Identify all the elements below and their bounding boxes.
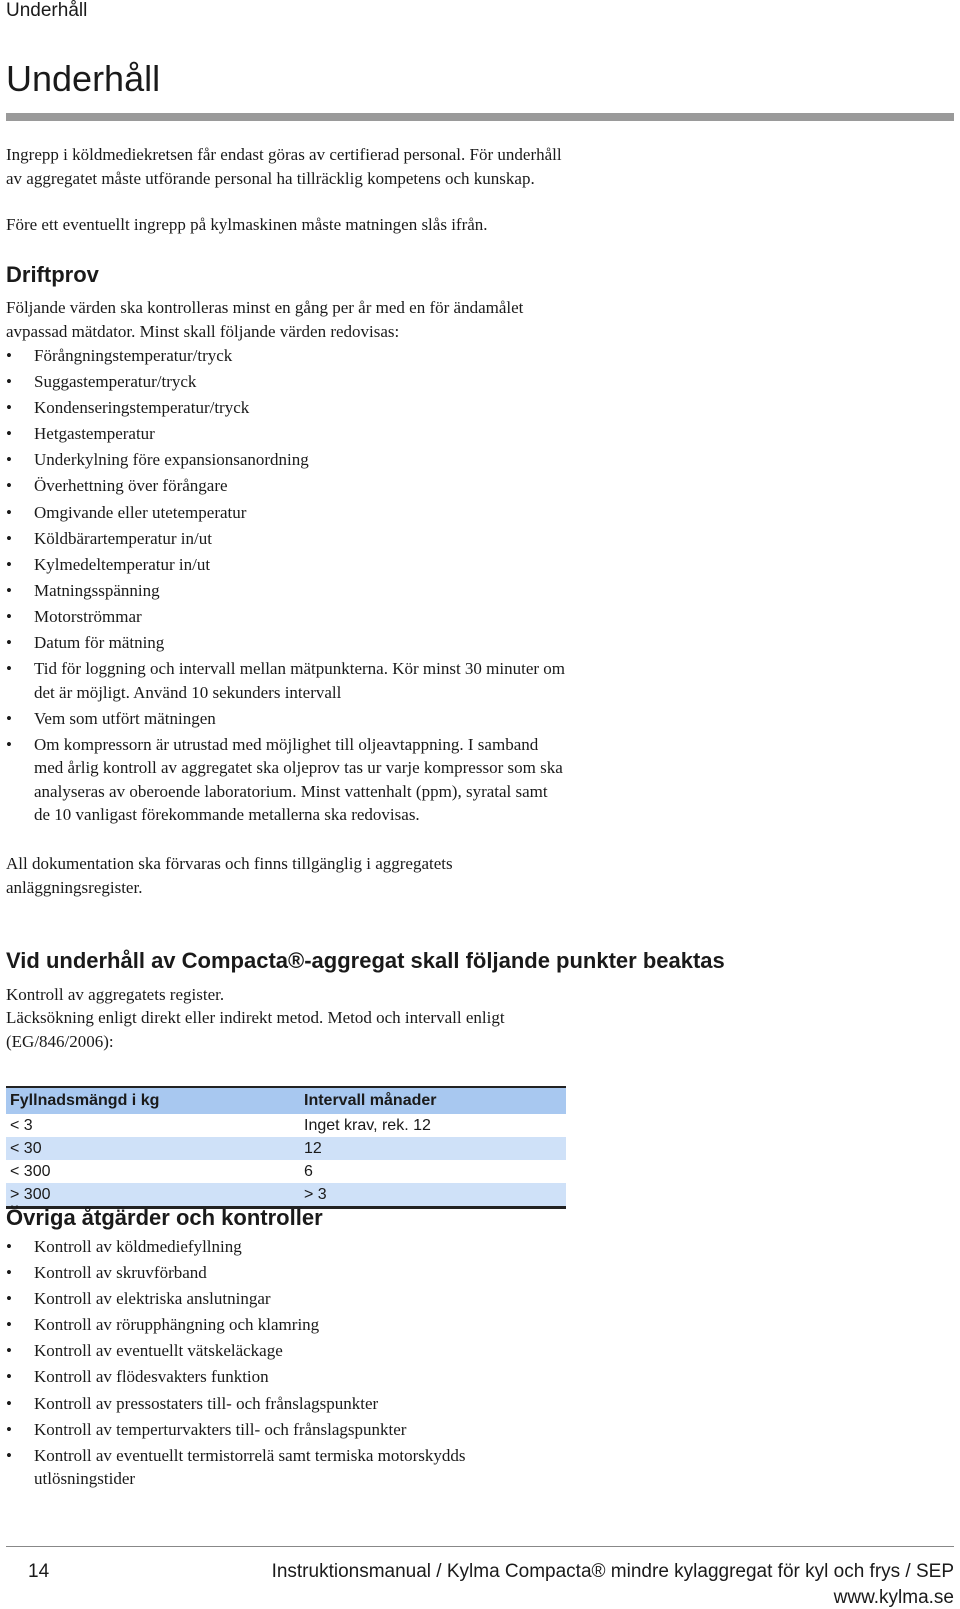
driftprov-intro: Följande värden ska kontrolleras minst en gång per år med en för ändamålet avpassad mätdator. Minst skall följande värden redovisas: — [6, 298, 524, 341]
table-cell: < 3 — [10, 1116, 33, 1134]
list-item: • Vem som utfört mätningen — [6, 707, 566, 731]
table-row — [6, 1183, 566, 1208]
table-cell: Inget krav, rek. 12 — [304, 1116, 431, 1134]
list-item: • Suggastemperatur/tryck — [6, 370, 566, 394]
list-item: • Förångningstemperatur/tryck — [6, 344, 566, 368]
section-heading-driftprov: Driftprov — [6, 262, 99, 287]
intro-paragraph-1: Ingrepp i köldmediekretsen får endast göras av certifierad personal. För underhåll av aggregatet måste utförande personal ha tillräcklig kompetens och kunskap. — [6, 145, 562, 188]
compacta-line-1: Kontroll av aggregatets register. — [6, 985, 225, 1004]
list-item: • Kondenseringstemperatur/tryck — [6, 396, 566, 420]
table-cell: < 300 — [10, 1162, 51, 1180]
table-row — [6, 1160, 566, 1183]
list-item: • Köldbärartemperatur in/ut — [6, 527, 566, 551]
table-cell: 6 — [304, 1162, 313, 1180]
list-item: • Kontroll av flödesvakters funktion — [6, 1365, 566, 1389]
intro-paragraph-2: Före ett eventuellt ingrepp på kylmaskinen måste matningen slås ifrån. — [6, 215, 488, 234]
section-heading-compacta: Vid underhåll av Compacta®-aggregat skall följande punkter beaktas — [6, 948, 725, 973]
list-item: • Hetgastemperatur — [6, 422, 566, 446]
list-item: • Tid för loggning och intervall mellan mätpunkterna. Kör minst 30 minuter om det är möjligt. Använd 10 sekunders intervall — [6, 657, 566, 704]
compacta-line-2: Läcksökning enligt direkt eller indirekt metod. Metod och intervall enligt (EG/846/2006): — [6, 1008, 505, 1051]
page-title: Underhåll — [6, 58, 161, 99]
table-cell: > 3 — [304, 1185, 327, 1203]
column-header-interval: Intervall månader — [304, 1092, 437, 1109]
table-cell: > 300 — [10, 1185, 51, 1203]
list-item: • Kontroll av eventuellt vätskeläckage — [6, 1339, 566, 1363]
section-heading-ovriga: Övriga åtgärder och kontroller — [6, 1205, 323, 1230]
table-row — [6, 1114, 566, 1137]
list-item: • Underkylning före expansionsanordning — [6, 448, 566, 472]
list-item: • Om kompressorn är utrustad med möjlighet till oljeavtappning. I samband med årlig kontroll av aggregatet ska oljeprov tas ur varje kompressor som ska analyseras av oberoende laboratorium. Minst vattenhalt (ppm), syratal samt de 10 vanligast förekommande metallerna ska redovisas. — [6, 733, 566, 827]
title-divider — [6, 113, 954, 121]
ovriga-list — [6, 1235, 566, 1493]
leak-check-interval-table — [6, 1086, 566, 1209]
table-row — [6, 1137, 566, 1160]
list-item: • Kontroll av temperturvakters till- och frånslagspunkter — [6, 1418, 566, 1442]
list-item: • Kontroll av pressostaters till- och frånslagspunkter — [6, 1392, 566, 1416]
list-item: • Kontroll av skruvförband — [6, 1261, 566, 1285]
documentation-note: All dokumentation ska förvaras och finns tillgänglig i aggregatets anläggningsregister. — [6, 854, 453, 897]
column-header-fill-amount: Fyllnadsmängd i kg — [10, 1092, 160, 1109]
list-item: • Överhettning över förångare — [6, 474, 566, 498]
table-header-row — [6, 1087, 566, 1114]
list-item: • Kontroll av eventuellt termistorrelä samt termiska motorskydds utlösningstider — [6, 1444, 566, 1491]
list-item: • Kontroll av rörupphängning och klamring — [6, 1313, 566, 1337]
table-cell: < 30 — [10, 1139, 42, 1157]
list-item: • Datum för mätning — [6, 631, 566, 655]
driftprov-list — [6, 344, 566, 829]
list-item: • Kontroll av köldmediefyllning — [6, 1235, 566, 1259]
footer-divider — [6, 1546, 954, 1547]
list-item: • Matningsspänning — [6, 579, 566, 603]
footer-document-title: Instruktionsmanual / Kylma Compacta® mindre kylaggregat för kyl och frys / SEP — [271, 1561, 954, 1582]
list-item: • Kylmedeltemperatur in/ut — [6, 553, 566, 577]
list-item: • Motorströmmar — [6, 605, 566, 629]
list-item: • Kontroll av elektriska anslutningar — [6, 1287, 566, 1311]
running-header: Underhåll — [6, 0, 88, 21]
table-cell: 12 — [304, 1139, 322, 1157]
page-number: 14 — [28, 1561, 50, 1582]
footer-url[interactable]: www.kylma.se — [833, 1587, 954, 1608]
list-item: • Omgivande eller utetemperatur — [6, 501, 566, 525]
